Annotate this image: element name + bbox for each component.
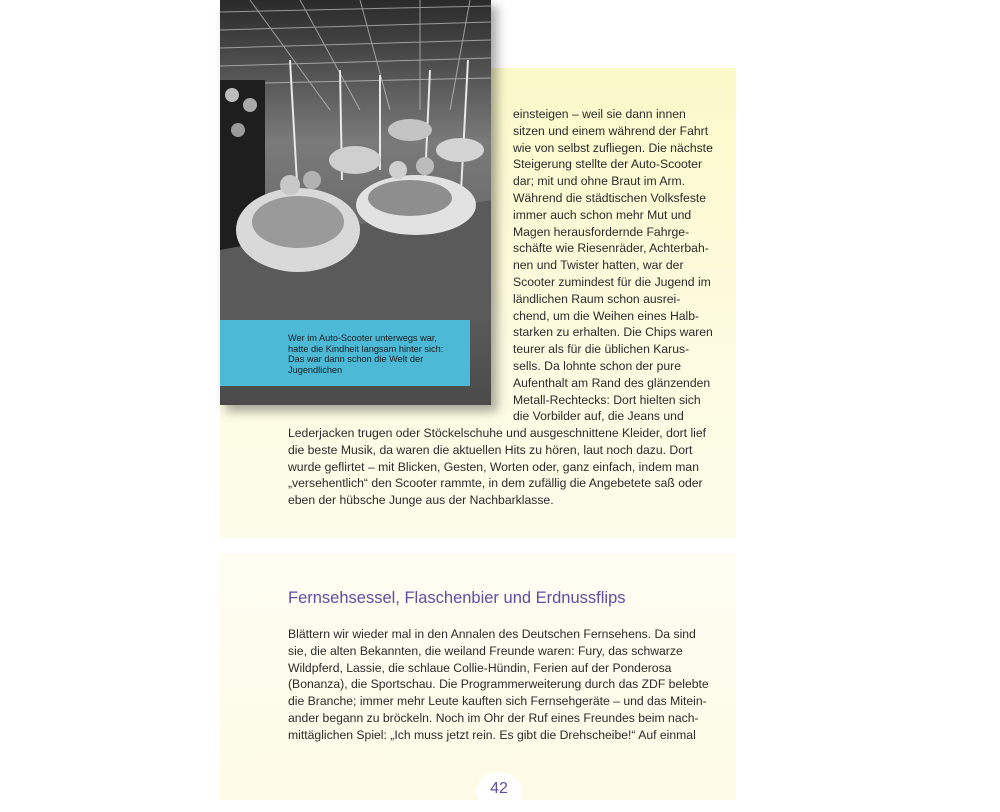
caption-line: Jugendlichen bbox=[288, 364, 343, 375]
text-line: sells. Da lohnte schon der pure bbox=[513, 358, 682, 373]
text-line: wurde geflirtet – mit Blicken, Gesten, Worten oder, ganz einfach, indem man bbox=[288, 459, 699, 474]
text-line: starken zu erhalten. Die Chips waren bbox=[513, 325, 713, 340]
text-line: dar; mit und ohne Braut im Arm. bbox=[513, 174, 686, 189]
text-line: ländlichen Raum schon ausrei- bbox=[513, 291, 681, 306]
text-line: (Bonanza), die Sportschau. Die Programmerweiterung durch das ZDF belebte bbox=[288, 677, 709, 692]
text-line: Wildpferd, Lassie, die schlaue Collie-Hündin, Ferien auf der Ponderosa bbox=[288, 660, 672, 675]
caption-line: hatte die Kindheit langsam hinter sich: bbox=[288, 343, 444, 354]
text-line: nen und Twister hatten, war der bbox=[513, 258, 684, 273]
text-line: teurer als für die üblichen Karus- bbox=[513, 342, 690, 357]
section-body bbox=[288, 626, 709, 744]
page-number: 42 bbox=[476, 772, 522, 812]
text-line: die beste Musik, da waren die aktuellen Hits zu hören, laut noch dazu. Dort bbox=[288, 442, 693, 457]
text-line: Scooter zumindest für die Jugend im bbox=[513, 274, 711, 289]
text-line: Metall-Rechtecks: Dort hielten sich bbox=[513, 392, 701, 407]
text-line: Lederjacken trugen oder Stöckelschuhe und ausgeschnittene Kleider, dort lief bbox=[288, 426, 707, 440]
text-line: Steigerung stellte der Auto-Scooter bbox=[513, 157, 703, 172]
text-line: die Vorbilder auf, die Jeans und bbox=[513, 409, 684, 424]
text-line: sie, die alten Bekannten, die weiland Freunde waren: Fury, das schwarze bbox=[288, 643, 683, 658]
text-line: Aufenthalt am Rand des glänzenden bbox=[513, 375, 711, 390]
text-line: die Branche; immer mehr Leute kauften sich Fernsehgeräte – und das Mitein- bbox=[288, 694, 707, 709]
text-line: mittäglichen Spiel: „Ich muss jetzt rein. Es gibt die Drehscheibe!“ Auf einmal bbox=[288, 727, 696, 742]
caption-line: Wer im Auto-Scooter unterwegs war, bbox=[288, 333, 437, 343]
text-line: wie von selbst zufliegen. Die nächste bbox=[513, 140, 713, 155]
text-line: einsteigen – weil sie dann innen bbox=[513, 107, 686, 121]
photo-caption-box bbox=[220, 320, 470, 386]
caption-line: Das war dann schon die Welt der bbox=[288, 354, 424, 365]
text-line: Blättern wir wieder mal in den Annalen des Deutschen Fernsehens. Da sind bbox=[288, 627, 696, 641]
text-line: sitzen und einem während der Fahrt bbox=[513, 123, 709, 138]
text-line: immer auch schon mehr Mut und bbox=[513, 207, 692, 222]
photo-caption bbox=[288, 333, 468, 375]
text-line: schäfte wie Riesenräder, Achterbah- bbox=[513, 241, 709, 256]
text-line: Während die städtischen Volksfeste bbox=[513, 190, 707, 205]
text-line: chend, um die Weihen eines Halb- bbox=[513, 308, 700, 323]
text-line: ander begann zu bröckeln. Noch im Ohr der Ruf eines Freundes beim nach- bbox=[288, 710, 699, 725]
text-line: „versehentlich“ den Scooter rammte, in dem zufällig die Angebetete saß oder bbox=[288, 476, 703, 491]
article-full-width bbox=[288, 425, 706, 509]
text-line: Magen herausfordernde Fahrge- bbox=[513, 224, 690, 239]
text-line: eben der hübsche Junge aus der Nachbarklasse. bbox=[288, 493, 554, 508]
article-right-column bbox=[513, 106, 713, 425]
section-heading: Fernsehsessel, Flaschenbier und Erdnussflips bbox=[288, 589, 626, 607]
